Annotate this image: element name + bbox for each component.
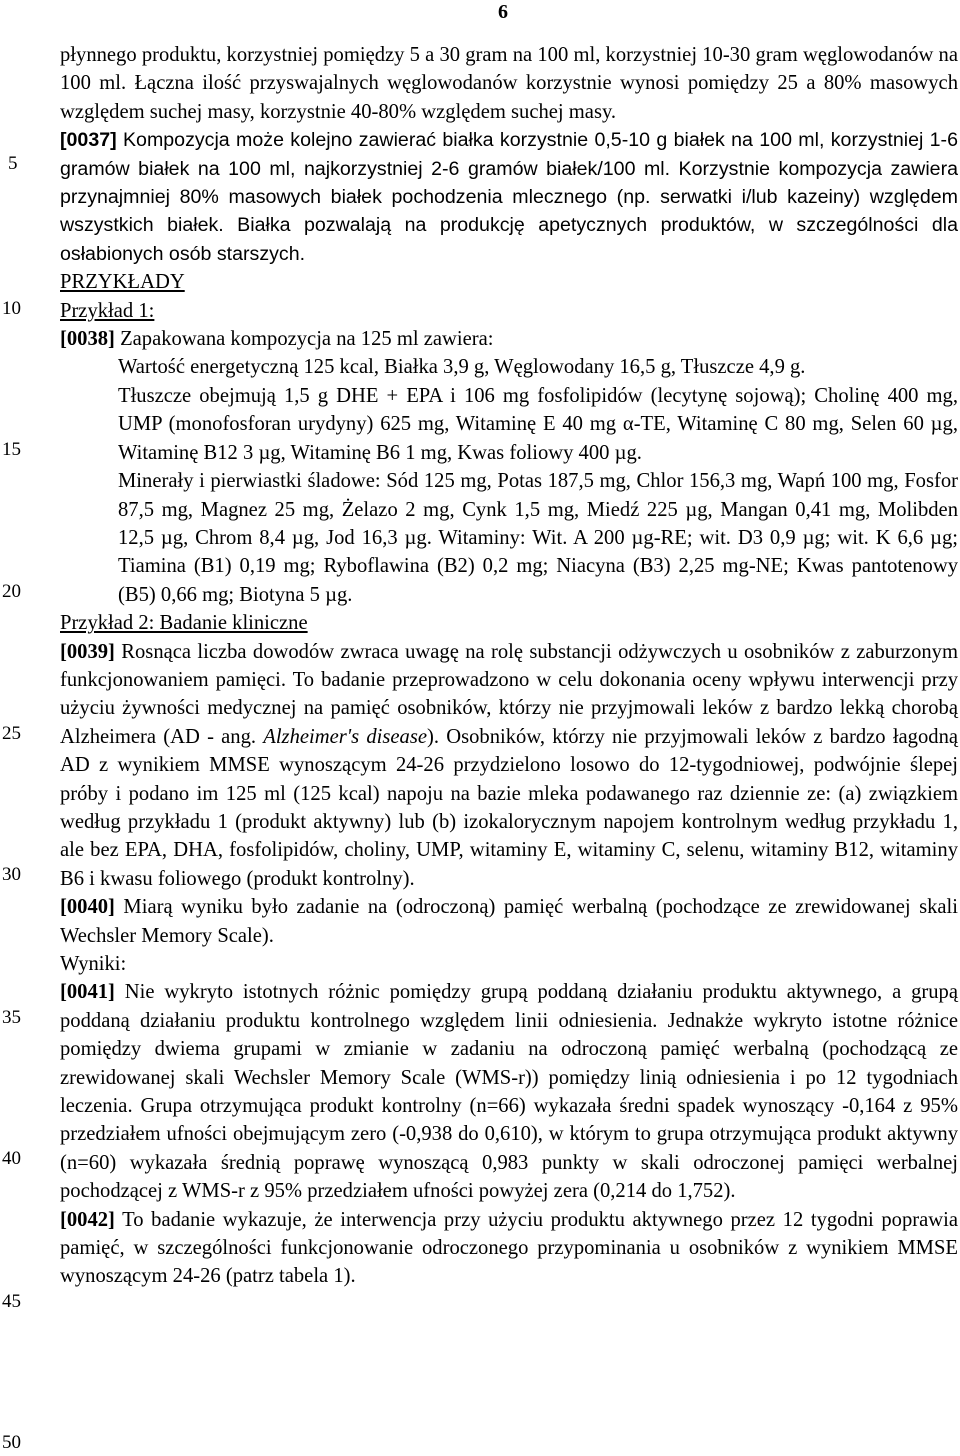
line-number: 5 bbox=[8, 153, 18, 174]
paragraph-text: Kompozycja może kolejno zawierać białka korzystnie 0,5-10 g białek na 100 ml, korzystniej 1-6 gramów białek na 100 ml, najkorzystniej 2-6 gramów białek/100 ml. Korzystnie kompozycja zawiera przynajmniej 80% masowych białek pochodzenia mlecznego (np. serwatki i/lub kazeiny) względem wszystkich białek. Białka pozwalają na produkcję apetycznych produktów, w szczególności dla osłabionych osób starszych. bbox=[60, 129, 958, 265]
paragraph-text: Nie wykryto istotnych różnic pomiędzy grupą poddaną działaniu produktu aktywnego, a grupą poddaną działaniu produktu kontrolnego względem linii odniesienia. Jednakże wykryto istotne różnice pomiędzy dwiema grupami w zmianie w zadaniu na odroczoną pamięć werbalną (pochodzącą ze zrewidowanej skali Wechsler Memory Scale (WMS-r)) pomiędzy linią odniesienia i po 12 tygodniach leczenia. Grupa otrzymująca produkt kontrolny (n=66) wykazała średni spadek wynoszący -0,164 z 95% przedziałem ufności obejmującym zero (-0,938 do 0,610), w którym to grupa otrzymująca produkt aktywny (n=60) wykazała średnią poprawę wynoszącą 0,983 punkty w skali odroczonej pamięci werbalnej pochodzącej z WMS-r z 95% przedziałem ufności powyżej zera (0,214 do 1,752). bbox=[60, 981, 958, 1203]
example-1-title: Przykład 1: bbox=[60, 299, 155, 322]
energy-values: Wartość energetyczną 125 kcal, Białka 3,9 g, Węglowodany 16,5 g, Tłuszcze 4,9 g. bbox=[118, 356, 806, 379]
fats-composition: Tłuszcze obejmują 1,5 g DHE + EPA i 106 mg fosfolipidów (lecytynę sojową); Cholinę 400 mg, UMP (monofosforan urydyny) 625 mg, Witaminę E 40 mg α-TE, Witaminę C 80 mg, Selen 60 µg, Witaminę B12 3 µg, Witaminę B6 1 mg, Kwas foliowy 400 µg. bbox=[118, 384, 958, 464]
line-number: 40 bbox=[2, 1148, 21, 1169]
paragraph-tag: [0038] bbox=[60, 328, 115, 351]
paragraph-0039 bbox=[60, 638, 958, 894]
line-number: 30 bbox=[2, 864, 21, 885]
results-label: Wyniki: bbox=[60, 953, 127, 975]
line-number: 10 bbox=[2, 298, 21, 319]
paragraph-text: Zapakowana kompozycja na 125 ml zawiera: bbox=[120, 328, 494, 351]
paragraph-0037 bbox=[60, 126, 958, 268]
paragraph-tag: [0041] bbox=[60, 981, 115, 1004]
paragraph-text: To badanie wykazuje, że interwencja przy użyciu produktu aktywnego przez 12 tygodni poprawia pamięć, w szczególności funkcjonowanie odroczonego przypominania u osobników z wynikiem MMSE wynoszącym 24-26 (patrz tabela 1). bbox=[60, 1208, 958, 1288]
page-number: 6 bbox=[498, 1, 508, 23]
paragraph-0041 bbox=[60, 978, 958, 1205]
line-number: 45 bbox=[2, 1291, 21, 1312]
paragraph-tag: [0042] bbox=[60, 1208, 115, 1231]
paragraph-0042 bbox=[60, 1206, 958, 1291]
paragraph-tag: [0037] bbox=[60, 129, 117, 152]
paragraph-tag: [0039] bbox=[60, 640, 115, 663]
line-number: 35 bbox=[2, 1007, 21, 1028]
line-number: 15 bbox=[2, 439, 21, 460]
line-number: 25 bbox=[2, 723, 21, 744]
paragraph-0038 bbox=[60, 325, 958, 353]
paragraph-italic: Alzheimer's disease bbox=[263, 725, 428, 748]
paragraph-text: Miarą wyniku było zadanie na (odroczoną) pamięć werbalną (pochodzące ze zrewidowanej skali Wechsler Memory Scale). bbox=[60, 896, 958, 947]
paragraph-tag: [0040] bbox=[60, 896, 115, 919]
paragraph-0040 bbox=[60, 893, 958, 950]
paragraph-text: Rosnąca liczba dowodów zwraca uwagę na rolę substancji odżywczych u osobników z zaburzonym funkcjonowaniem pamięci. To badanie przeprowadzono w celu dokonania oceny wpływu interwencji przy użyciu żywności medycznej na pamięć osobników, którzy nie przyjmowali leków z bardzo lekką chorobą Alzheimera (AD - ang. bbox=[60, 640, 958, 748]
paragraph-intro: płynnego produktu, korzystniej pomiędzy 5 a 30 gram na 100 ml, korzystniej 10-30 gram węglowodanów na 100 ml. Łączna ilość przyswajalnych węglowodanów korzystnie wynosi pomiędzy 25 a 80% masowych względem suchej masy, korzystnie 40-80% względem suchej masy. bbox=[60, 44, 958, 123]
minerals-composition: Minerały i pierwiastki śladowe: Sód 125 mg, Potas 187,5 mg, Chlor 156,3 mg, Wapń 100 mg, Fosfor 87,5 mg, Magnez 25 mg, Żelazo 2 mg, Cynk 1,5 mg, Miedź 225 µg, Mangan 0,41 mg, Molibden 12,5 µg, Chrom 8,4 µg, Jod 16,3 µg. Witaminy: Wit. A 200 µg-RE; wit. D3 0,9 µg; wit. K 6,6 µg; Tiamina (B1) 0,19 mg; Ryboflawina (B2) 0,2 mg; Niacyna (B3) 2,25 mg-NE; Kwas pantotenowy (B5) 0,66 mg; Biotyna 5 µg. bbox=[118, 470, 958, 606]
line-number: 50 bbox=[2, 1432, 21, 1453]
example-2-title: Przykład 2: Badanie kliniczne bbox=[60, 612, 308, 635]
section-heading: PRZYKŁADY bbox=[60, 271, 185, 294]
paragraph-text: ). Osobników, którzy nie przyjmowali leków z bardzo łagodną AD z wynikiem MMSE wynoszącym 24-26 przydzielono losowo do 12-tygodniowej, podwójnie ślepej próby i podano im 125 ml (125 kcal) napoju na bazie mleka podawanego raz dziennie ze: (a) związkiem według przykładu 1 (produkt aktywny) lub (b) izokalorycznym napojem kontrolnym według przykładu 1, ale bez EPA, DHA, fosfolipidów, choliny, UMP, witaminy E, witaminy C, selenu, witaminy B12, witaminy B6 i kwasu foliowego (produkt kontrolny). bbox=[60, 725, 959, 890]
document-body bbox=[60, 41, 958, 1291]
line-number: 20 bbox=[2, 581, 21, 602]
